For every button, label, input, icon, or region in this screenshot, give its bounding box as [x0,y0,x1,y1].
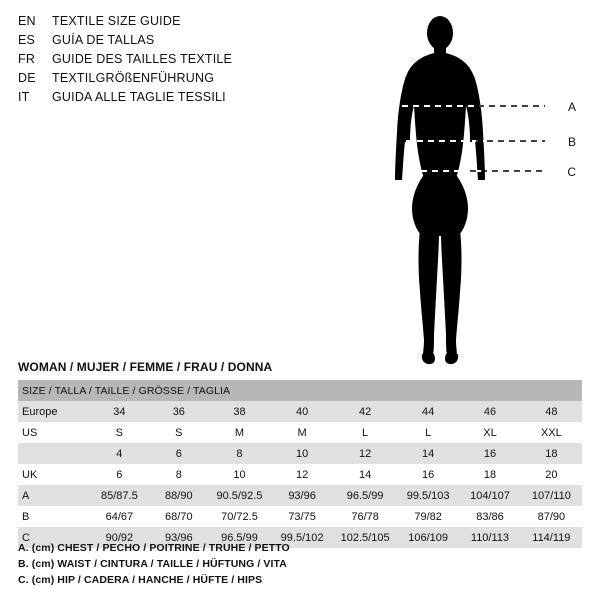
cell: S [150,422,208,443]
cell: 48 [521,401,582,422]
note-hip: C. (cm) HIP / CADERA / HANCHE / HÜFTE / HIPS [18,574,263,586]
table-row [18,401,582,422]
cell: M [208,422,271,443]
table-row [18,506,582,527]
cell: 8 [150,464,208,485]
cell: 107/110 [521,485,582,506]
size-table [18,380,582,548]
language-title-de: TEXTILGRÖßENFÜHRUNG [52,71,215,85]
row-label-us: US [18,422,89,443]
table-row [18,422,582,443]
row-label-uk: UK [18,464,89,485]
cell: 99.5/103 [397,485,459,506]
language-row [18,71,348,90]
cell: 10 [208,464,271,485]
cell: 114/119 [521,527,582,548]
cell: 10 [271,443,333,464]
language-row [18,90,348,109]
row-label-b: B [18,506,89,527]
language-row [18,14,348,33]
cell: 14 [397,443,459,464]
cell: 96.5/99 [208,527,271,548]
cell: 36 [150,401,208,422]
cell: 34 [89,401,150,422]
language-title-es: GUÍA DE TALLAS [52,33,155,47]
cell: XXL [521,422,582,443]
row-label-europe: Europe [18,401,89,422]
silhouette-icon [360,8,590,378]
language-title-fr: GUIDE DES TAILLES TEXTILE [52,52,233,66]
cell: 12 [271,464,333,485]
table-header-row [18,380,582,401]
table-row [18,443,582,464]
cell: 93/96 [271,485,333,506]
cell: 40 [271,401,333,422]
cell: 70/72.5 [208,506,271,527]
cell: 96.5/99 [333,485,397,506]
cell: 64/67 [89,506,150,527]
language-code-es: ES [18,33,36,47]
cell: 104/107 [459,485,520,506]
measure-label-c: C [567,165,576,179]
cell: 16 [397,464,459,485]
cell: 85/87.5 [89,485,150,506]
note-waist: B. (cm) WAIST / CINTURA / TAILLE / HÜFTUNG / VITA [18,558,287,570]
cell: 90/92 [89,527,150,548]
language-row [18,52,348,71]
measure-label-a: A [567,100,576,114]
cell: 38 [208,401,271,422]
table-header-label: SIZE / TALLA / TAILLE / GRÖSSE / TAGLIA [18,380,582,401]
language-row [18,33,348,52]
cell: 90.5/92.5 [208,485,271,506]
female-silhouette-figure [360,8,590,378]
cell: S [89,422,150,443]
table-row [18,485,582,506]
cell: 93/96 [150,527,208,548]
cell: 8 [208,443,271,464]
row-label-us-numeric [18,443,89,464]
language-code-it: IT [18,90,30,104]
cell: L [397,422,459,443]
table-row [18,464,582,485]
language-code-en: EN [18,14,36,28]
language-title-it: GUIDA ALLE TAGLIE TESSILI [52,90,226,104]
cell: 12 [333,443,397,464]
measure-label-b: B [567,135,576,149]
cell: 6 [89,464,150,485]
cell: 106/109 [397,527,459,548]
cell: M [271,422,333,443]
language-code-de: DE [18,71,36,85]
measurement-notes [18,540,578,588]
language-title-block [18,14,348,109]
language-code-fr: FR [18,52,36,66]
note-chest: A. (cm) CHEST / PECHO / POITRINE / TRUHE / PETTO [18,542,290,554]
woman-section-heading: WOMAN / MUJER / FEMME / FRAU / DONNA [18,360,273,374]
row-label-a: A [18,485,89,506]
cell: 6 [150,443,208,464]
cell: 102.5/105 [333,527,397,548]
cell: 4 [89,443,150,464]
cell: 44 [397,401,459,422]
cell: 14 [333,464,397,485]
cell: 79/82 [397,506,459,527]
cell: 110/113 [459,527,520,548]
cell: 76/78 [333,506,397,527]
cell: 68/70 [150,506,208,527]
cell: 18 [521,443,582,464]
cell: 99.5/102 [271,527,333,548]
cell: 20 [521,464,582,485]
cell: 42 [333,401,397,422]
row-label-c: C [18,527,89,548]
cell: 16 [459,443,520,464]
cell: 88/90 [150,485,208,506]
language-title-en: TEXTILE SIZE GUIDE [52,14,181,28]
cell: 18 [459,464,520,485]
cell: XL [459,422,520,443]
cell: 46 [459,401,520,422]
cell: 87/90 [521,506,582,527]
cell: 83/86 [459,506,520,527]
cell: 73/75 [271,506,333,527]
cell: L [333,422,397,443]
